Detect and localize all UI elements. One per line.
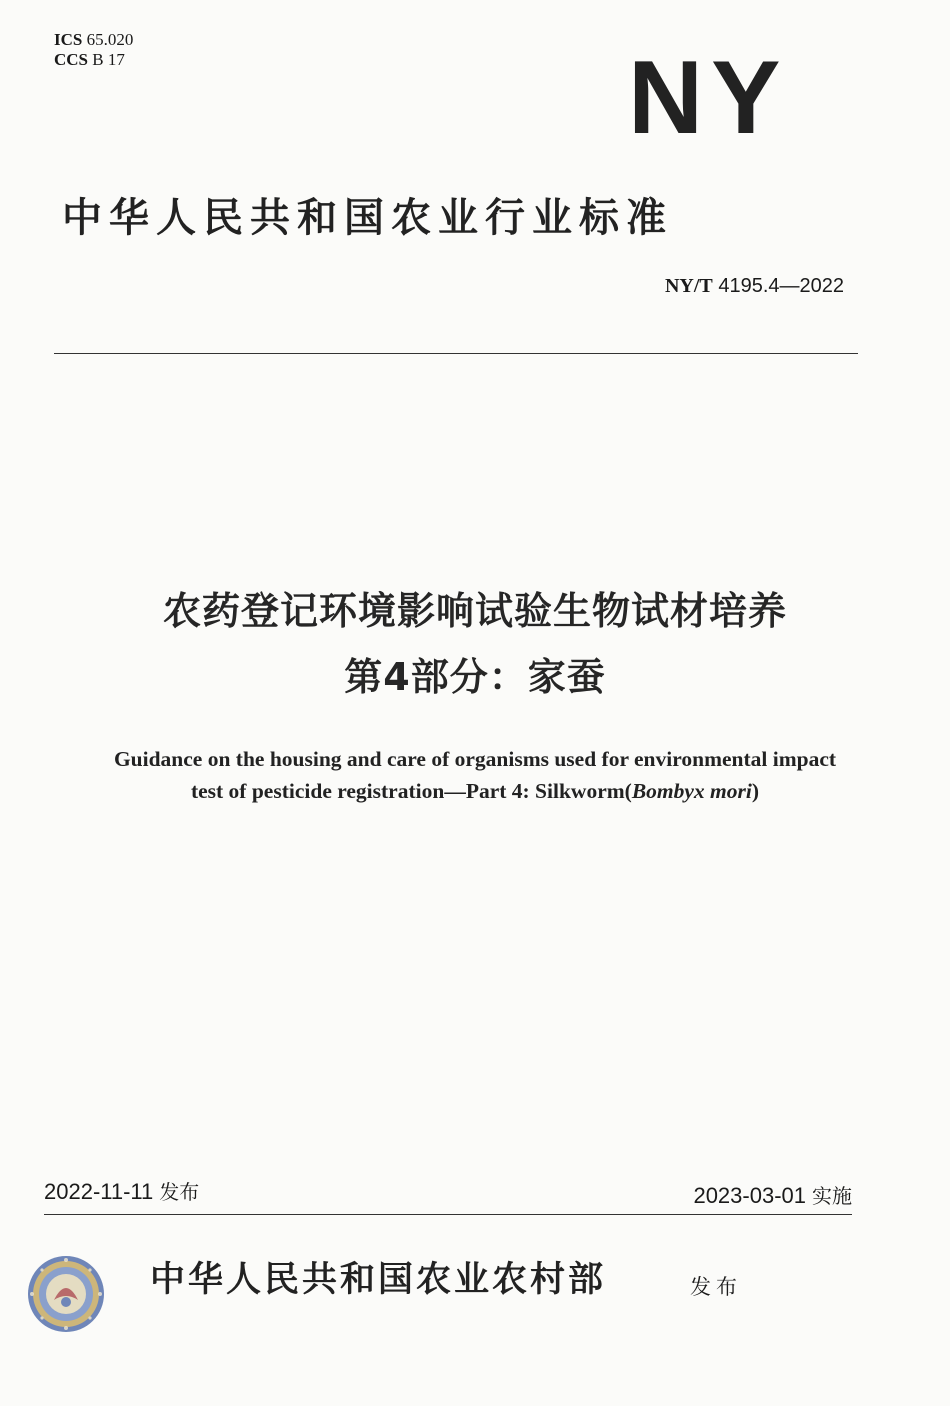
- industry-standard-title: 中华人民共和国农业行业标准: [62, 194, 673, 241]
- bottom-divider: [44, 1214, 852, 1215]
- standard-code: 4195.4—2022: [718, 275, 844, 297]
- ics-code: ICS 65.020: [54, 30, 134, 49]
- classification-codes: [54, 30, 133, 70]
- standard-number: [665, 272, 844, 300]
- ccs-code: CCS B 17: [54, 50, 125, 69]
- title-cn-line1: 农药登记环境影响试验生物试材培养: [162, 589, 787, 633]
- ny-logo: NY: [628, 40, 789, 156]
- species-name: Bombyx mori: [631, 779, 752, 803]
- issuing-ministry: 中华人民共和国农业农村部: [150, 1259, 607, 1300]
- implementation-date: 2023-03-01 实施: [693, 1183, 852, 1208]
- title-en-line2: test of pesticide registration—Part 4: Silkworm(Bombyx mori): [190, 779, 760, 803]
- ministry-emblem-icon: [26, 1254, 106, 1334]
- title-en-line1: Guidance on the housing and care of organisms used for environmental impact: [113, 747, 837, 771]
- issuer-publish-label: 发布: [690, 1275, 742, 1299]
- top-divider: [54, 353, 858, 354]
- title-cn-line2: 第4部分：家蚕: [344, 655, 606, 699]
- standard-prefix: NY/T: [664, 275, 713, 297]
- issue-date: 2022-11-11 发布: [44, 1179, 200, 1204]
